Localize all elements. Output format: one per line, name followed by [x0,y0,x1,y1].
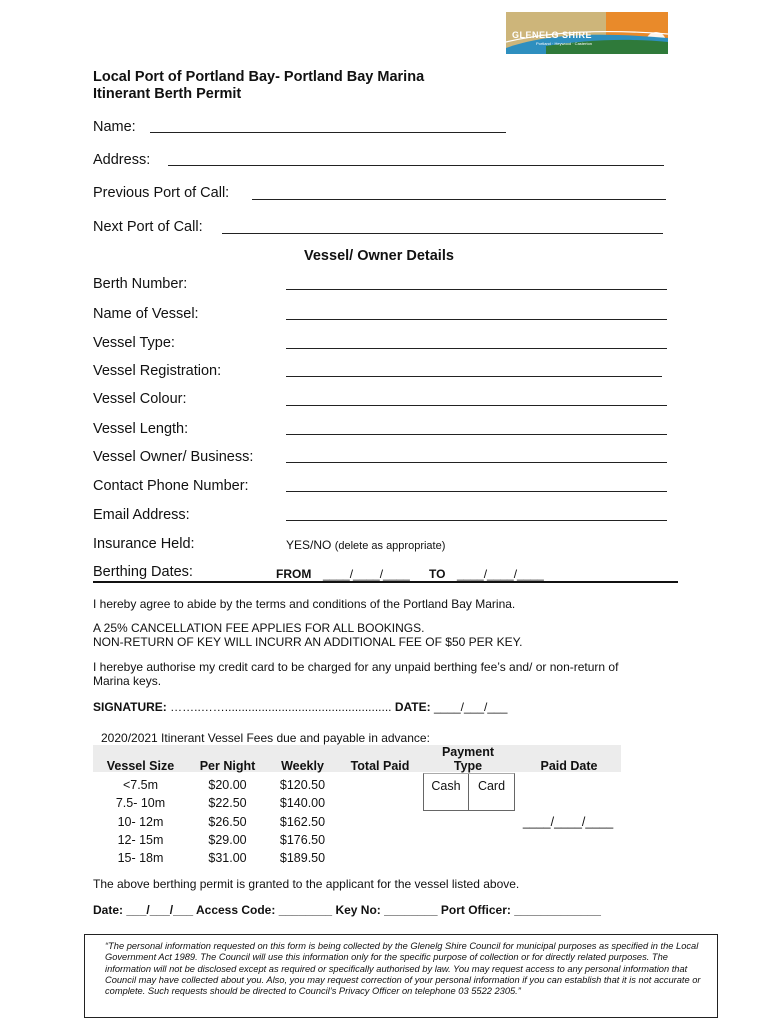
table-row-2-night: $22.50 [208,796,247,810]
payment-card-option[interactable]: Card [477,779,506,793]
contact-phone-field[interactable] [286,491,667,492]
col-total-paid: Total Paid [350,759,410,773]
port-officer-label: Port Officer: [440,903,511,917]
email-label: Email Address: [93,507,190,523]
to-label: TO [429,567,446,581]
next-port-label: Next Port of Call: [93,219,203,235]
terms-agree: I hereby agree to abide by the terms and conditions of the Portland Bay Marina. [93,597,516,611]
col-vessel-size: Vessel Size [106,759,175,773]
vessel-type-label: Vessel Type: [93,335,175,351]
owner-business-field[interactable] [286,462,667,463]
vessel-length-label: Vessel Length: [93,421,189,437]
to-date-field[interactable]: ____/____/____ [457,567,544,581]
logo-tagline: Portland · Heywood · Casterton [536,41,593,46]
berthing-dates-label: Berthing Dates: [93,564,193,580]
col-payment-type-line2: Type [453,759,483,773]
table-row-5-weekly: $189.50 [279,851,326,865]
payment-cash-option[interactable]: Cash [431,779,461,793]
vessel-registration-label: Vessel Registration: [93,363,222,379]
table-row-1-size: <7.5m [122,778,159,792]
officer-row [93,903,601,917]
form-subtitle: Itinerant Berth Permit [93,86,242,102]
permit-granted-statement: The above berthing permit is granted to the applicant for the vessel listed above. [93,877,520,891]
table-row-4-night: $29.00 [208,833,247,847]
key-no-field[interactable]: ________ [384,903,438,917]
payment-type-box [423,773,515,811]
grant-date-label: Date: [93,903,124,917]
col-per-night: Per Night [199,759,256,773]
signature-field[interactable]: ……..…….................................................. [170,700,392,714]
next-port-field[interactable] [222,233,663,234]
vessel-section-heading: Vessel/ Owner Details [304,248,454,264]
berth-number-label: Berth Number: [93,276,188,292]
cancellation-fee-notice: A 25% CANCELLATION FEE APPLIES FOR ALL BOOKINGS. [93,621,425,635]
table-row-2-size: 7.5- 10m [115,796,166,810]
paid-date-field[interactable]: ____/____/____ [522,815,614,829]
privacy-statement: “The personal information requested on this form is being collected by the Glenelg Shire Council for municipal purposes as specified in the Local Government Act 1989. The Council will use this information only for the specific purpose of collection or for directly related purposes. The information will not be disclosed except as required or specifically authorised by law. You may request access to any personal information that Council may have collected about you. Also, you may request correction of your personal information if you can establish that it is not accurate or complete. Such requests should be directed to Council’s Privacy Officer on telephone 03 5522 2305.” [84,934,718,1018]
col-payment-type-line1: Payment [441,745,495,759]
key-fee-notice: NON-RETURN OF KEY WILL INCURR AN ADDITIONAL FEE OF $50 PER KEY. [93,635,523,649]
form-title: Local Port of Portland Bay- Portland Bay Marina [93,69,425,85]
vessel-registration-field[interactable] [286,376,662,377]
table-row-4-size: 12- 15m [117,833,164,847]
vessel-name-label: Name of Vessel: [93,306,199,322]
table-row-1-night: $20.00 [208,778,247,792]
from-label: FROM [276,567,312,581]
from-date-field[interactable]: ____/____/____ [323,567,410,581]
section-divider [93,581,678,583]
table-row-3-weekly: $162.50 [279,815,326,829]
berth-number-field[interactable] [286,289,667,290]
table-row-3-night: $26.50 [208,815,247,829]
access-code-field[interactable]: ________ [278,903,333,917]
insurance-note: (delete as appropriate) [334,540,446,552]
signature-date-label: DATE: [394,700,431,714]
table-row-2-weekly: $140.00 [279,796,326,810]
signature-row [93,700,507,714]
email-field[interactable] [286,520,667,521]
vessel-colour-field[interactable] [286,405,667,406]
access-code-label: Access Code: [195,903,276,917]
previous-port-field[interactable] [252,199,666,200]
table-row-1-weekly: $120.50 [279,778,326,792]
table-row-3-size: 10- 12m [117,815,164,829]
table-row-5-night: $31.00 [208,851,247,865]
port-officer-field[interactable]: _____________ [514,903,601,917]
col-weekly: Weekly [281,759,324,773]
vessel-colour-label: Vessel Colour: [93,391,187,407]
fees-caption: 2020/2021 Itinerant Vessel Fees due and payable in advance: [101,731,430,745]
vessel-length-field[interactable] [286,434,667,435]
contact-phone-label: Contact Phone Number: [93,478,249,494]
name-field[interactable] [150,132,506,133]
vessel-type-field[interactable] [286,348,667,349]
address-label: Address: [93,152,151,168]
owner-business-label: Vessel Owner/ Business: [93,449,254,465]
authorise-text-line1: I herebye authorise my credit card to be charged for any unpaid berthing fee’s and/ or non-return of [93,660,619,674]
glenelg-shire-logo [506,12,668,54]
insurance-label: Insurance Held: [93,536,195,552]
key-no-label: Key No: [335,903,381,917]
address-field[interactable] [168,165,664,166]
insurance-value[interactable] [286,538,445,552]
signature-label: SIGNATURE: [93,700,167,714]
authorise-text-line2: Marina keys. [93,674,162,688]
vessel-name-field[interactable] [286,319,667,320]
table-row-5-size: 15- 18m [117,851,164,865]
table-row-4-weekly: $176.50 [279,833,326,847]
insurance-yes-no: YES/NO [286,538,332,552]
signature-date-field[interactable]: ____/___/___ [433,700,508,714]
name-label: Name: [93,119,136,135]
logo-text: GLENELG SHIRE [512,30,593,40]
previous-port-label: Previous Port of Call: [93,185,230,201]
col-paid-date: Paid Date [540,759,598,773]
grant-date-field[interactable]: ___/___/___ [126,903,194,917]
